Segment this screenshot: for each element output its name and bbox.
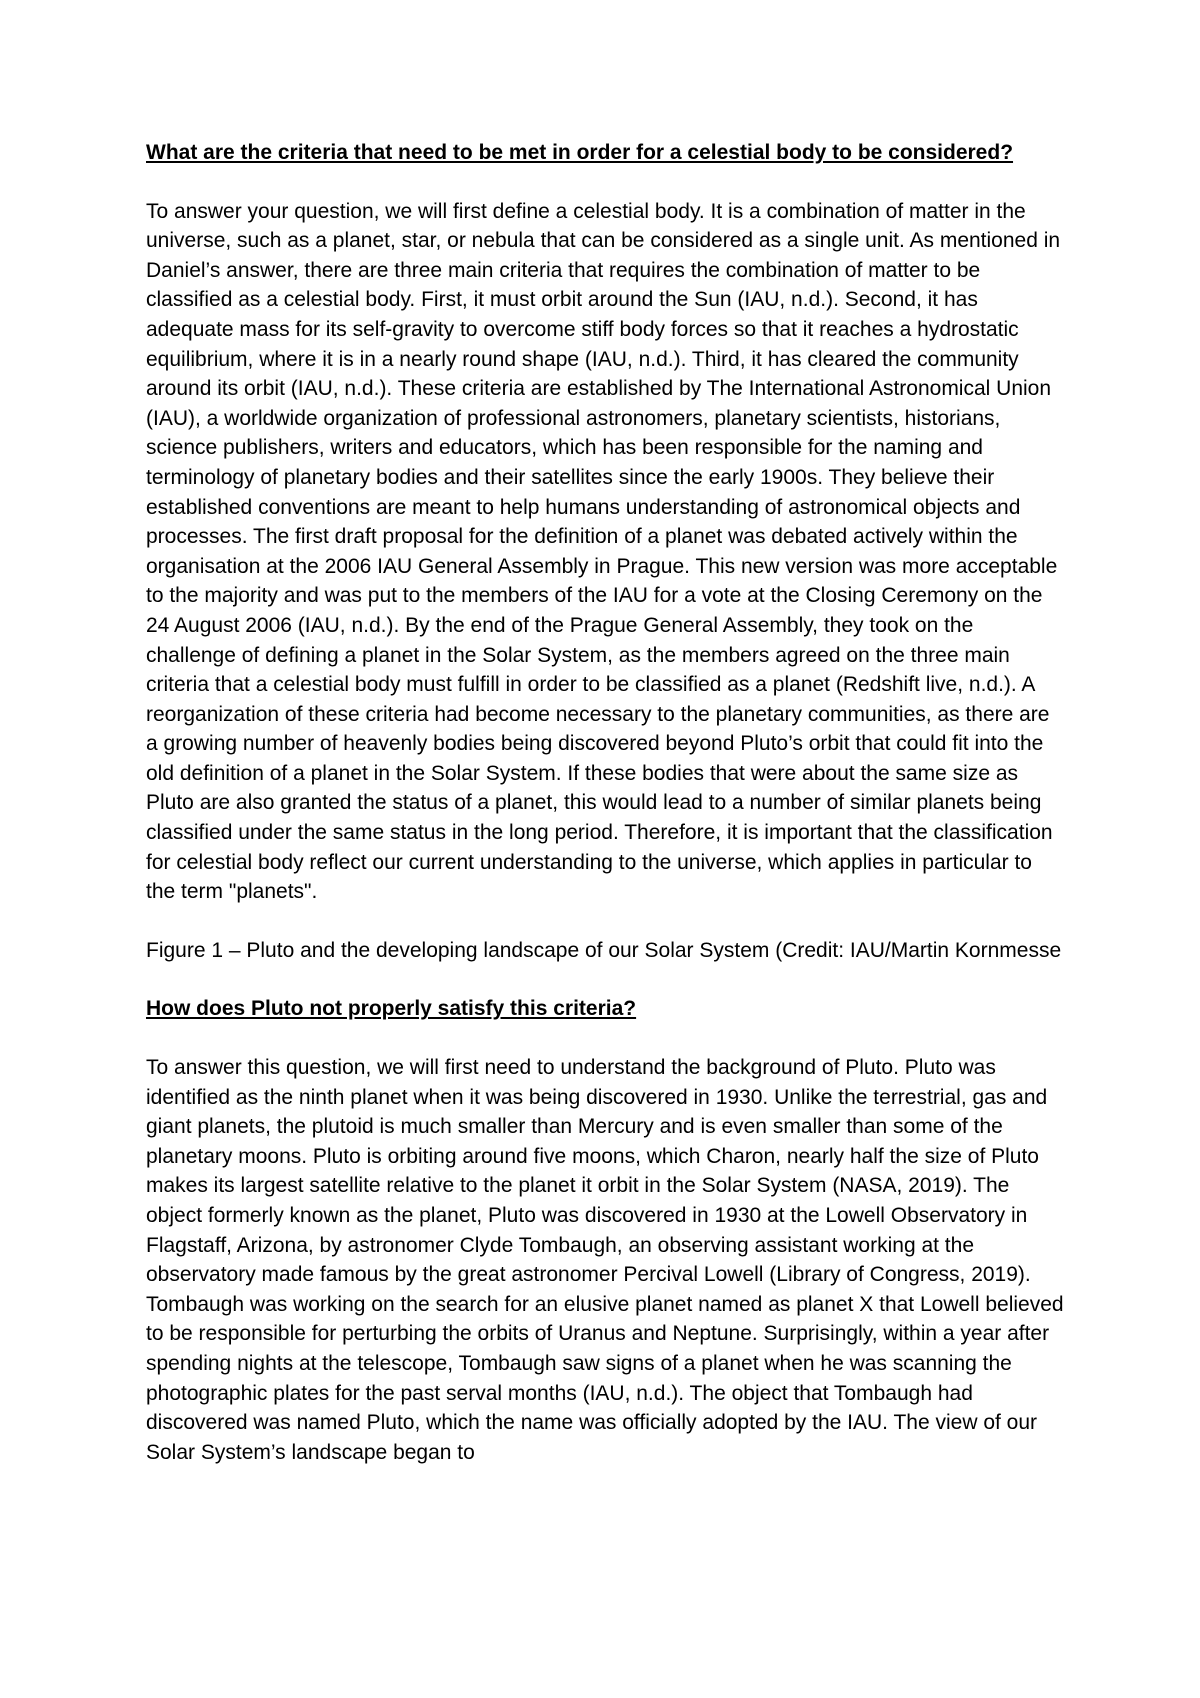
document-body: [146, 138, 1066, 1496]
paragraph-pluto: To answer this question, we will first need to understand the background of Pluto. Pluto was identified as the ninth planet when it was being discovered in 1930. Unlike the terrestrial, gas and giant planets, the plutoid is much smaller than Mercury and is even smaller than some of the planetary moons. Pluto is orbiting around five moons, which Charon, nearly half the size of Pluto makes its largest satellite relative to the planet it orbit in the Solar System (NASA, 2019). The object formerly known as the planet, Pluto was discovered in 1930 at the Lowell Observatory in Flagstaff, Arizona, by astronomer Clyde Tombaugh, an observing assistant working at the observatory made famous by the great astronomer Percival Lowell (Library of Congress, 2019). Tombaugh was working on the search for an elusive planet named as planet X that Lowell believed to be responsible for perturbing the orbits of Uranus and Neptune. Surprisingly, within a year after spending nights at the telescope, Tombaugh saw signs of a planet when he was scanning the photographic plates for the past serval months (IAU, n.d.). The object that Tombaugh had discovered was named Pluto, which the name was officially adopted by the IAU. The view of our Solar System’s landscape began to: [146, 1056, 1064, 1464]
section-heading-pluto: How does Pluto not properly satisfy this criteria?: [146, 997, 637, 1021]
paragraph-criteria: To answer your question, we will first define a celestial body. It is a combination of matter in the universe, such as a planet, star, or nebula that can be considered as a single unit. As mentioned in Daniel’s answer, there are three main criteria that requires the combination of matter to be classified as a celestial body. First, it must orbit around the Sun (IAU, n.d.). Second, it has adequate mass for its self-gravity to overcome stiff body forces so that it reaches a hydrostatic equilibrium, where it is in a nearly round shape (IAU, n.d.). Third, it has cleared the community around its orbit (IAU, n.d.). These criteria are established by The International Astronomical Union (IAU), a worldwide organization of professional astronomers, planetary scientists, historians, science publishers, writers and educators, which has been responsible for the naming and terminology of planetary bodies and their satellites since the early 1900s. They believe their established conventions are meant to help humans understanding of astronomical objects and processes. The first draft proposal for the definition of a planet was debated actively within the organisation at the 2006 IAU General Assembly in Prague. This new version was more acceptable to the majority and was put to the members of the IAU for a vote at the Closing Ceremony on the 24 August 2006 (IAU, n.d.). By the end of the Prague General Assembly, they took on the challenge of defining a planet in the Solar System, as the members agreed on the three main criteria that a celestial body must fulfill in order to be classified as a planet (Redshift live, n.d.). A reorganization of these criteria had become necessary to the planetary communities, as there are a growing number of heavenly bodies being discovered beyond Pluto’s orbit that could fit into the old definition of a planet in the Solar System. If these bodies that were about the same size as Pluto are also granted the status of a planet, this would lead to a number of similar planets being classified under the same status in the long period. Therefore, it is important that the classification for celestial body reflect our current understanding to the universe, which applies in particular to the term "planets".: [146, 199, 1061, 904]
section-heading-criteria: What are the criteria that need to be met in order for a celestial body to be considered?: [146, 141, 1014, 164]
figure-caption: Figure 1 – Pluto and the developing landscape of our Solar System (Credit: IAU/Martin Kornmesse: [146, 938, 1062, 962]
